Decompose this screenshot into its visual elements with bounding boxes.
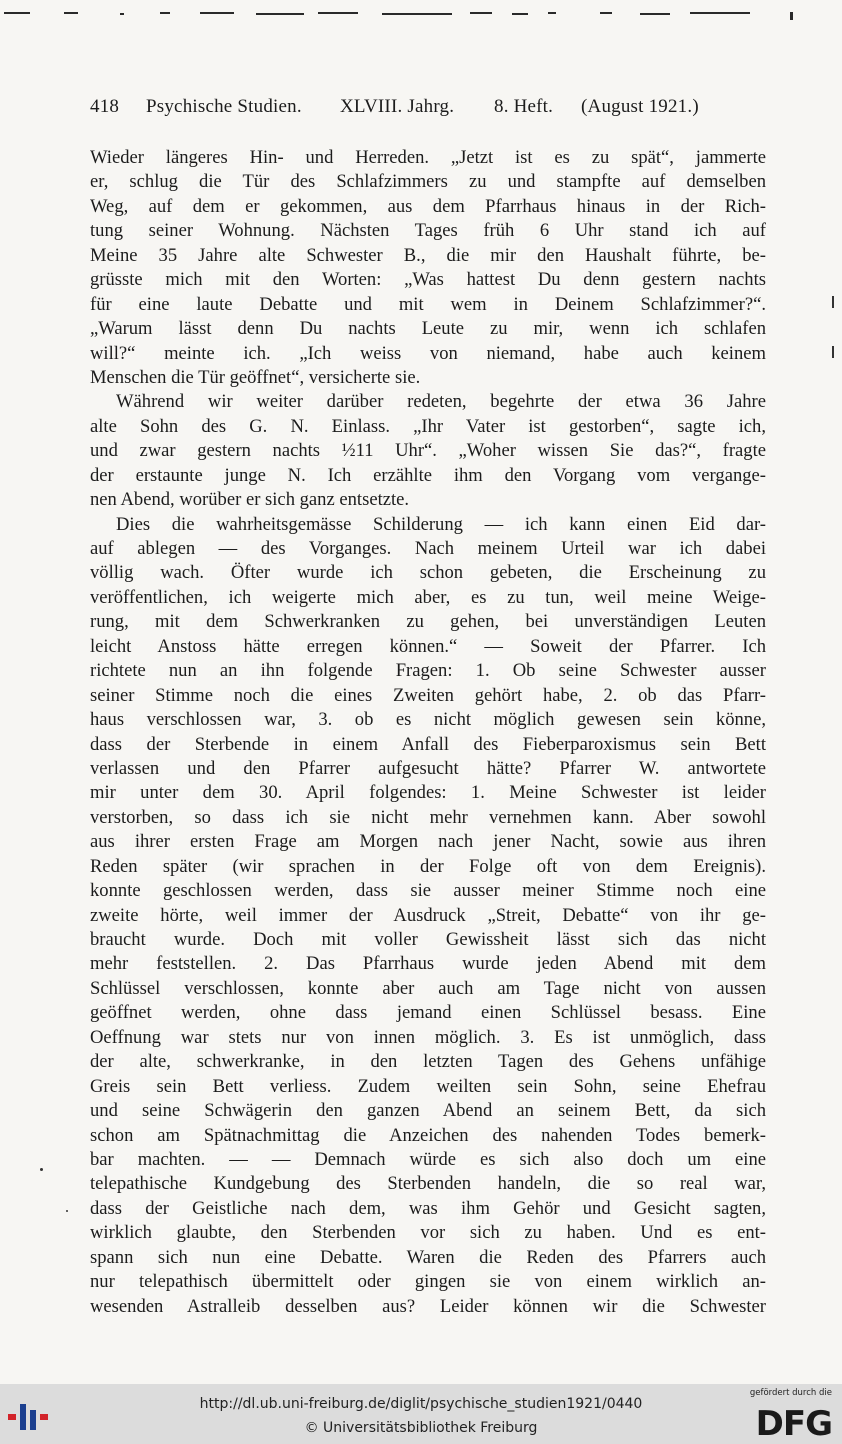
- text-line: der erstaunte junge N. Ich erzählte ihm den Vorgang vom vergange-: [90, 464, 766, 486]
- page-number: 418: [90, 96, 120, 117]
- text-line: dass der Geistliche nach dem, was ihm Gehör und Gesicht sagten,: [90, 1197, 766, 1219]
- journal-title: Psychische Studien.: [146, 96, 302, 117]
- text-line: Oeffnung war stets nur von innen möglich. 3. Es ist unmöglich, dass: [90, 1026, 766, 1048]
- text-line: veröffentlichen, ich weigerte mich aber, es zu tun, weil meine Weige-: [90, 586, 766, 608]
- running-header: [90, 96, 766, 126]
- text-line: dass der Sterbende in einem Anfall des Fieberparoxismus sein Bett: [90, 733, 766, 755]
- text-line: Schlüssel verschlossen, konnte aber auch am Tage nicht von aussen: [90, 977, 766, 999]
- funding-caption: gefördert durch die: [749, 1388, 832, 1398]
- text-line: konnte geschlossen werden, dass sie ausser meiner Stimme noch eine: [90, 880, 766, 902]
- text-line: alte Sohn des G. N. Einlass. „Ihr Vater ist gestorben“, sagte ich,: [90, 415, 766, 437]
- text-line: geöffnet werden, ohne dass jemand einen Schlüssel besass. Eine: [90, 1002, 766, 1024]
- text-line: für eine laute Debatte und mit wem in Deinem Schlafzimmer?“.: [90, 293, 766, 315]
- text-line: Meine 35 Jahre alte Schwester B., die mir den Haushalt führte, be-: [90, 244, 766, 266]
- text-line: Weg, auf dem er gekommen, aus dem Pfarrhaus hinaus in der Rich-: [90, 195, 766, 217]
- text-line: Greis sein Bett verliess. Zudem weilten sein Sohn, seine Ehefrau: [90, 1075, 766, 1097]
- text-line: völlig wach. Öfter wurde ich schon gebeten, die Erscheinung zu: [90, 562, 766, 584]
- text-line: verstorben, so dass ich sie nicht mehr vernehmen kann. Aber sowohl: [90, 806, 766, 828]
- text-line: tung seiner Wohnung. Nächsten Tages früh 6 Uhr stand ich auf: [90, 220, 766, 242]
- viewer-footer: [0, 1384, 842, 1444]
- text-line: spann sich nun eine Debatte. Waren die Reden des Pfarrers auch: [90, 1246, 766, 1268]
- text-line: zweite hörte, weil immer der Ausdruck „Streit, Debatte“ von ihr ge-: [90, 904, 766, 926]
- text-line: seiner Stimme noch die eines Zweiten gehört habe, 2. ob das Pfarr-: [90, 684, 766, 706]
- text-line: grüsste mich mit den Worten: „Was hattest Du denn gestern nachts: [90, 269, 766, 291]
- text-line: will?“ meinte ich. „Ich weiss von niemand, habe auch keinem: [90, 342, 766, 364]
- issue-date: (August 1921.): [581, 96, 699, 117]
- text-line: schon am Spätnachmittag die Anzeichen des nahenden Todes bemerk-: [90, 1124, 766, 1146]
- text-line: richtete nun an ihn folgende Fragen: 1. Ob seine Schwester ausser: [90, 660, 766, 682]
- copyright-notice: © Universitätsbibliothek Freiburg: [304, 1420, 538, 1436]
- text-line: nen Abend, worüber er sich ganz entsetzte.: [90, 489, 410, 511]
- text-line: wirklich glaubte, den Sterbenden vor sich zu haben. Und es ent-: [90, 1222, 766, 1244]
- dfg-funding-block: [742, 1388, 832, 1442]
- text-line: wesenden Astralleib desselben aus? Leider können wir die Schwester: [90, 1295, 766, 1317]
- text-line: Dies die wahrheitsgemässe Schilderung — ich kann einen Eid dar-: [116, 513, 766, 535]
- text-line: verlassen und den Pfarrer aufgesucht hätte? Pfarrer W. antwortete: [90, 757, 766, 779]
- text-line: mehr feststellen. 2. Das Pfarrhaus wurde jeden Abend mit dem: [90, 953, 766, 975]
- text-line: und seine Schwägerin den ganzen Abend an seinem Bett, da sich: [90, 1100, 766, 1122]
- text-line: Reden später (wir sprachen in der Folge oft von dem Ereignis).: [90, 855, 766, 877]
- issue-label: 8. Heft.: [494, 96, 554, 117]
- text-line: telepathische Kundgebung des Sterbenden handeln, die so real war,: [90, 1173, 766, 1195]
- text-line: Während wir weiter darüber redeten, begehrte der etwa 36 Jahre: [116, 391, 766, 413]
- scan-edge-noise: [0, 0, 842, 30]
- text-line: nur telepathisch übermittelt oder gingen sie von einem wirklich an-: [90, 1271, 766, 1293]
- permalink-url[interactable]: http://dl.ub.uni-freiburg.de/diglit/psychische_studien1921/0440: [199, 1396, 643, 1412]
- page-body: [90, 146, 766, 1319]
- text-line: Wieder längeres Hin- und Herreden. „Jetzt ist es zu spät“, jammerte: [90, 147, 766, 168]
- scan-mark: [40, 1168, 43, 1171]
- scan-mark: [66, 1210, 68, 1212]
- text-line: mir unter dem 30. April folgendes: 1. Meine Schwester ist leider: [90, 782, 766, 804]
- text-line: und zwar gestern nachts ½11 Uhr“. „Woher wissen Sie das?“, fragte: [90, 440, 766, 462]
- text-line: er, schlug die Tür des Schlafzimmers zu und stampfte auf demselben: [90, 171, 766, 193]
- text-line: braucht wurde. Doch mit voller Gewissheit lässt sich das nicht: [90, 929, 766, 950]
- text-line: leicht Anstoss hätte erregen können.“ — Soweit der Pfarrer. Ich: [90, 635, 766, 657]
- scan-mark: [832, 296, 834, 308]
- text-line: Menschen die Tür geöffnet“, versicherte sie.: [90, 366, 421, 388]
- text-line: bar machten. — — Demnach würde es sich also doch um eine: [90, 1148, 766, 1170]
- text-line: auf ablegen — des Vorganges. Nach meinem Urteil war ich dabei: [90, 538, 766, 559]
- text-line: aus ihrer ersten Frage am Morgen nach jener Nacht, sowie aus ihren: [90, 831, 766, 853]
- dfg-logo: DFG: [755, 1404, 832, 1444]
- text-line: „Warum lässt denn Du nachts Leute zu mir, wenn ich schlafen: [90, 318, 766, 340]
- scan-mark: [832, 346, 834, 358]
- volume-label: XLVIII. Jahrg.: [340, 96, 455, 117]
- text-line: haus verschlossen war, 3. ob es nicht möglich gewesen sein könne,: [90, 709, 766, 731]
- text-line: rung, mit dem Schwerkranken zu gehen, bei unverständigen Leuten: [90, 611, 766, 633]
- text-line: der alte, schwerkranke, in den letzten Tagen des Gehens unfähige: [90, 1051, 766, 1073]
